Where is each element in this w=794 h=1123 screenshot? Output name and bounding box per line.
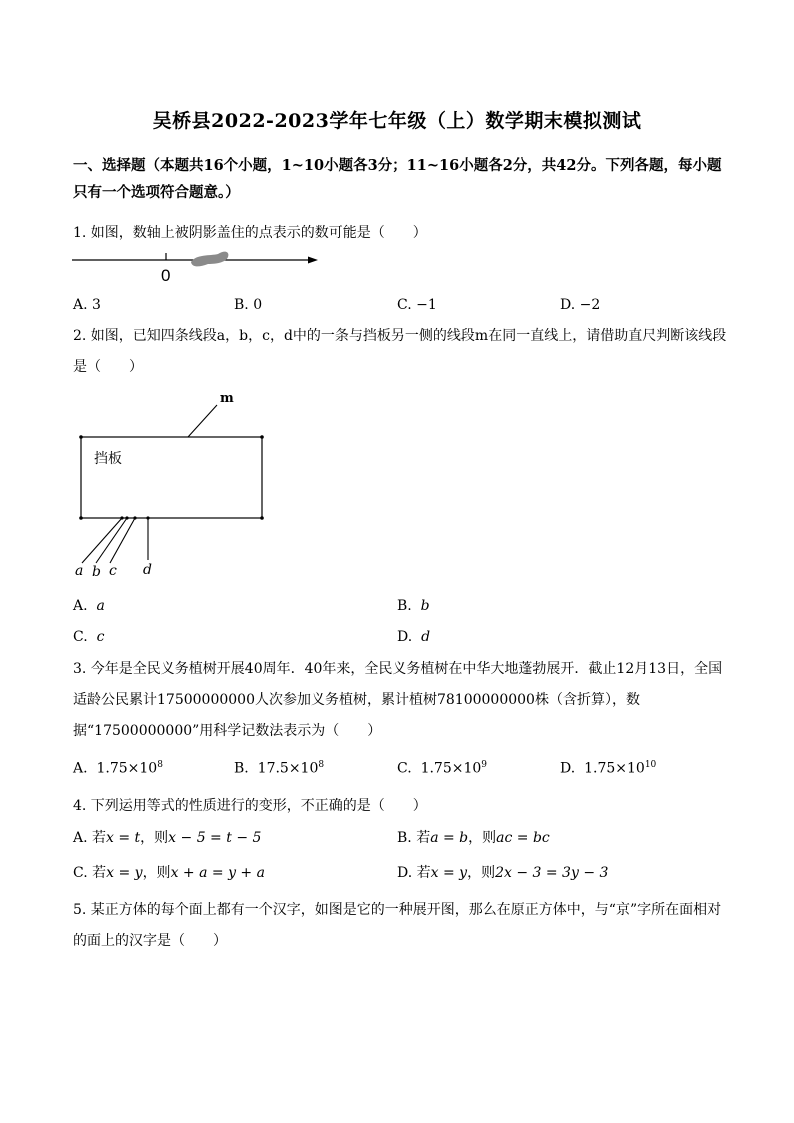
q3-option-a: A. $1.75\times 10^8$ — [73, 760, 163, 777]
q1-option-a: A. 3 — [73, 297, 101, 313]
q2-option-a: A. a — [73, 598, 105, 614]
board-figure — [70, 388, 290, 588]
board-label: 挡板 — [94, 451, 122, 467]
q1-option-b: B. 0 — [234, 297, 263, 313]
q4-option-b: B. 若a = b，则ac = bc — [397, 830, 550, 846]
q2-option-d: D. d — [397, 629, 431, 645]
label-c: c — [109, 563, 117, 579]
page-title: 吴桥县2022-2023学年七年级（上）数学期末模拟测试 — [152, 110, 642, 132]
q4-option-d: D. 若x = y，则2x − 3 = 3y − 3 — [397, 865, 609, 881]
q3-option-b: B. $17.5\times 10^8$ — [234, 760, 325, 777]
label-a: a — [75, 563, 84, 579]
q4-option-c: C. 若x = y，则x + a = y + a — [73, 865, 265, 881]
shadow-blob — [191, 252, 228, 267]
question-5-stem: 5. 某正方体的每个面上都有一个汉字，如图是它的一种展开图，那么在原正方体中，与“京”字所在面相对的面上的汉字是（ ） — [73, 902, 722, 949]
arrow-head — [308, 257, 318, 264]
question-3-stem: 3. 今年是全民义务植树开展40周年．40年来，全民义务植树在中华大地蓬勃展开．截止12月13日，全国适龄公民累计17500000000人次参加义务植树，累计植树78100000000株（含折算），数据“17500000000”用科学记数法表示为（ ） — [73, 661, 723, 739]
segment-a — [82, 518, 122, 563]
segment-m — [188, 405, 217, 437]
question-4-stem: 4. 下列运用等式的性质进行的变形，不正确的是（ ） — [73, 798, 427, 814]
q3-option-d: D. $1.75\times 10^{10}$ — [560, 760, 657, 777]
q4-option-a: A. 若x = t，则x − 5 = t − 5 — [73, 830, 262, 846]
question-1-stem: 1. 如图，数轴上被阴影盖住的点表示的数可能是（ ） — [73, 225, 427, 241]
q1-option-d: D. −2 — [560, 297, 601, 313]
q3-option-c: C. $1.75\times 10^9$ — [397, 760, 488, 777]
board-rect — [81, 437, 262, 518]
number-line-figure — [70, 250, 330, 285]
m-label: m — [220, 391, 234, 406]
q2-option-c: C. c — [73, 629, 105, 645]
zero-label: 0 — [161, 266, 171, 285]
q1-option-c: C. −1 — [397, 297, 437, 313]
q2-option-b: B. b — [397, 598, 430, 614]
label-b: b — [92, 564, 101, 580]
label-d: d — [143, 562, 152, 578]
question-2-stem: 2. 如图，已知四条线段a，b，c，d中的一条与挡板另一侧的线段m在同一直线上，请借助直尺判断该线段是（ ） — [73, 328, 727, 375]
section-heading: 一、选择题（本题共16个小题，1~10小题各3分；11~16小题各2分，共42分。下列各题，每小题只有一个选项符合题意。） — [73, 157, 722, 201]
